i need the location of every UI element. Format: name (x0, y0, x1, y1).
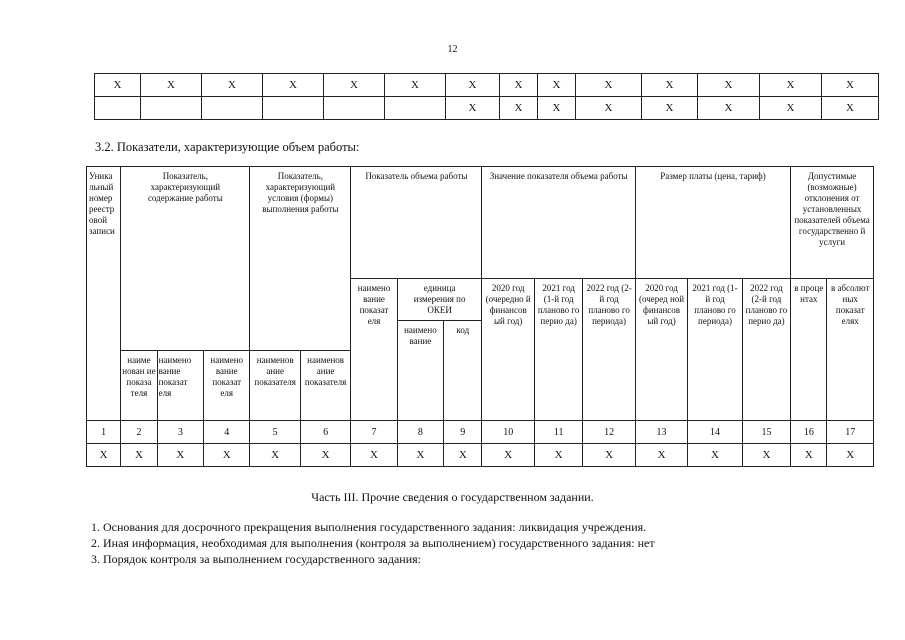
column-numbers-row (87, 421, 874, 444)
col-number: 4 (204, 421, 250, 444)
top-cell: X (202, 74, 263, 97)
top-cell: X (446, 74, 500, 97)
col-number: 16 (791, 421, 827, 444)
data-cell: X (300, 444, 350, 467)
year-2021: 2021 год (1-й год планово го перио да) (534, 279, 582, 421)
header-volume: Показатель объема работы (351, 167, 482, 279)
top-cell: X (642, 97, 698, 120)
col-number: 14 (688, 421, 742, 444)
col-number: 17 (827, 421, 874, 444)
top-cell: X (698, 97, 760, 120)
data-cell: X (444, 444, 482, 467)
sub-indicator-name: наимено вание показат еля (351, 279, 397, 421)
top-cell: X (500, 74, 538, 97)
data-cell: X (121, 444, 157, 467)
top-cell: X (538, 74, 576, 97)
text-line-1: 1. Основания для досрочного прекращения выполнения государственного задания: ликвидация учреждения. (91, 520, 647, 534)
text-line-2: 2. Иная информация, необходимая для выполнения (контроля за выполнением) государственного задания: нет (91, 536, 655, 550)
col-number: 3 (157, 421, 203, 444)
volume-table (86, 166, 874, 467)
page-number: 12 (447, 44, 458, 55)
fee-2022: 2022 год (2-й год планово го перио да) (742, 279, 790, 421)
top-cell: X (141, 74, 202, 97)
fee-2021: 2021 год (1-й год планово го периода) (688, 279, 742, 421)
col-number: 2 (121, 421, 157, 444)
col-number: 7 (351, 421, 397, 444)
text-line-3: 3. Порядок контроля за выполнением государственного задания: (91, 552, 421, 566)
col-number: 1 (87, 421, 121, 444)
top-table-row (95, 74, 879, 97)
year-2020: 2020 год (очередно й финансов ый год) (482, 279, 534, 421)
deviation-absolute: в абсолют ных показат елях (827, 279, 874, 421)
data-cell: X (583, 444, 635, 467)
top-cell: X (576, 97, 642, 120)
top-cell: X (385, 74, 446, 97)
top-cell: X (324, 74, 385, 97)
data-cell: X (827, 444, 874, 467)
section-heading: 3.2. Показатели, характеризующие объем работы: (95, 140, 360, 154)
col-number: 10 (482, 421, 534, 444)
header-unique-number: Уника льный номер реестр овой записи (87, 167, 121, 421)
top-cell: X (446, 97, 500, 120)
data-cell: X (791, 444, 827, 467)
top-table (94, 73, 879, 120)
header-conditions: Показатель, характеризующий условия (формы) выполнения работы (250, 167, 351, 351)
data-cell: X (482, 444, 534, 467)
top-cell-empty (202, 97, 263, 120)
col-number: 11 (534, 421, 582, 444)
header-fee: Размер платы (цена, тариф) (635, 167, 790, 279)
col-number: 12 (583, 421, 635, 444)
fee-2020: 2020 год (очеред ной финансов ый год) (635, 279, 687, 421)
data-cell: X (688, 444, 742, 467)
top-cell: X (822, 97, 879, 120)
sub-unit-code: код (444, 321, 482, 421)
col-number: 13 (635, 421, 687, 444)
top-cell: X (95, 74, 141, 97)
top-cell: X (538, 97, 576, 120)
top-cell: X (576, 74, 642, 97)
condition-indicator-1: наименов ание показателя (250, 351, 300, 421)
col-number: 9 (444, 421, 482, 444)
top-cell: X (760, 97, 822, 120)
top-cell: X (263, 74, 324, 97)
content-indicator-3: наимено вание показат еля (204, 351, 250, 421)
top-cell: X (642, 74, 698, 97)
deviation-percent: в проце нтах (791, 279, 827, 421)
data-cell: X (742, 444, 790, 467)
header-value: Значение показателя объема работы (482, 167, 635, 279)
data-cell: X (204, 444, 250, 467)
top-cell-empty (385, 97, 446, 120)
header-content: Показатель, характеризующий содержание работы (121, 167, 250, 351)
col-number: 6 (300, 421, 350, 444)
top-cell-empty (263, 97, 324, 120)
top-cell: X (698, 74, 760, 97)
data-row (87, 444, 874, 467)
content-indicator-2: наимено вание показат еля (157, 351, 203, 421)
col-number: 15 (742, 421, 790, 444)
header-deviation: Допустимые (возможные) отклонения от установленных показателей объема государственно й услуги (791, 167, 874, 279)
data-cell: X (397, 444, 443, 467)
condition-indicator-2: наименов ание показателя (300, 351, 350, 421)
data-cell: X (87, 444, 121, 467)
sub-unit-name: наимено вание (397, 321, 443, 421)
top-table-row (95, 97, 879, 120)
data-cell: X (157, 444, 203, 467)
top-cell: X (500, 97, 538, 120)
data-cell: X (250, 444, 300, 467)
top-cell-empty (95, 97, 141, 120)
top-cell: X (822, 74, 879, 97)
data-cell: X (534, 444, 582, 467)
col-number: 5 (250, 421, 300, 444)
data-cell: X (635, 444, 687, 467)
part-title: Часть III. Прочие сведения о государственном задании. (311, 490, 594, 504)
top-cell: X (760, 74, 822, 97)
col-number: 8 (397, 421, 443, 444)
year-2022: 2022 год (2-й год планово го периода) (583, 279, 635, 421)
data-cell: X (351, 444, 397, 467)
sub-unit-okei: единица измерения по ОКЕИ (397, 279, 482, 321)
top-cell-empty (141, 97, 202, 120)
content-indicator-1: наиме нован ие показа теля (121, 351, 157, 421)
top-cell-empty (324, 97, 385, 120)
